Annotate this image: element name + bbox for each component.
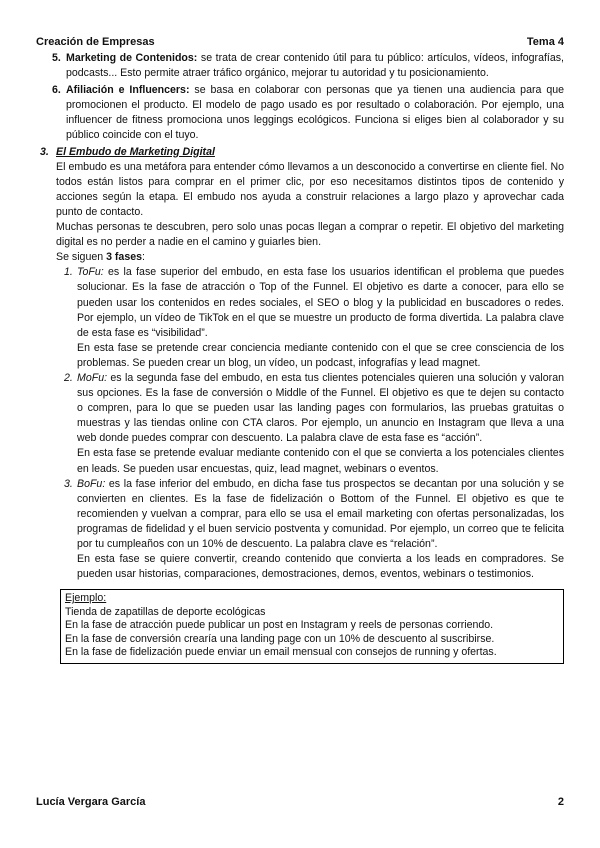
example-heading: Ejemplo: <box>65 592 107 605</box>
phase-number: 3. <box>64 477 73 490</box>
list-number: 6. <box>52 84 61 97</box>
phases-intro-text: Se siguen <box>56 251 107 264</box>
section-number: 3. <box>40 145 49 158</box>
phase-item-tofu <box>36 265 564 340</box>
topic-number: Tema 4 <box>526 36 564 48</box>
example-line: En la fase de atracción puede publicar un post en Instagram y reels de personas corriendo. <box>65 619 494 632</box>
phase-text: es la segunda fase del embudo, en esta tus clientes potenciales quieren una solución y valoran sus opciones. Es la fase de conversión o Middle of the Funnel. El objetivo es que te dejen su contacto o compren, para lo que se pueden usar las landing pages con formularios, las pruebas gratuitas o muestras y las tiendas online con CTA claros. Por ejemplo, un anuncio en Instagram que lleva a una web donde puedes comprar con descuento. La palabra clave de esta fase es “acción”. <box>77 371 564 445</box>
phase-text: es la fase inferior del embudo, en dicha fase tus prospectos se decantan por una solución y se convierten en clientes. Es la fase de fidelización o Bottom of the Funnel. El objetivo es que te recomienden y vuelvan a comprar, para ello se usa el email marketing con ofertas personalizadas, los programas de fidelidad y el buen servicio postventa y comunidad. Por ejemplo, un correo que te felicita por tu cumpleaños con un 10% de descuento. La palabra clave es “relación”. <box>77 477 564 550</box>
example-box <box>60 589 564 664</box>
list-item-content-marketing <box>36 51 564 81</box>
page-content <box>36 51 564 664</box>
example-line: En la fase de conversión crearía una landing page con un 10% de descuento al suscribirse. <box>65 632 495 645</box>
item-label: Marketing de Contenidos: <box>66 52 198 64</box>
phase-term: ToFu: <box>77 266 104 279</box>
example-line: Tienda de zapatillas de deporte ecológicas <box>65 605 266 618</box>
page-footer <box>36 796 564 808</box>
phase-term: BoFu: <box>77 477 106 490</box>
list-number: 5. <box>52 52 61 64</box>
item-text: se basa en colaborar con personas que ya tienen una audiencia para que promocionen el producto. El modelo de pago usado es por resultado o colaboración. Por ejemplo, una influencer de fitness promociona unos leggings ecológicos. Funciona si eliges bien al colaborador y su público coincide con el tuyo. <box>66 84 564 142</box>
phases-intro <box>36 250 564 265</box>
item-text: se trata de crear contenido útil para tu público: artículos, vídeos, infografías, podcasts... Esto permite atraer tráfico orgánico, mejorar tu autoridad y tu posicionamiento. <box>66 52 564 80</box>
phases-count: 3 fases <box>106 251 142 264</box>
item-label: Afiliación e Influencers: <box>66 84 190 97</box>
phase-item-bofu <box>36 477 564 552</box>
paragraph: Muchas personas te descubren, pero solo unas pocas llegan a comprar o repetir. El objetivo del marketing digital es no perder a nadie en el camino y guiarles bien. <box>56 221 564 249</box>
example-line: En la fase de fidelización puede enviar un email mensual con consejos de running y ofertas. <box>65 645 497 658</box>
phase-number: 1. <box>64 266 73 279</box>
page-number: 2 <box>557 796 564 808</box>
phases-intro-colon: : <box>142 251 145 264</box>
section-heading <box>36 145 564 160</box>
phase-text: es la fase superior del embudo, en esta fase los usuarios identifican el problema que puedes solucionar. Es la fase de atracción o Top of the Funnel. El objetivo es darte a conocer, para ello se pueden usar los contenidos en redes sociales, el SEO o blog y la publicidad en buscadores o redes. Por ejemplo, un vídeo de TikTok en el que se muestre un producto de forma divertida. La palabra clave de esta fase es “visibilidad”. <box>77 266 564 339</box>
paragraph: El embudo es una metáfora para entender cómo llevamos a un desconocido a convertirse en cliente fiel. No todos están listos para comprar en el primer clic, por eso necesitamos distintos tipos de contenido y acciones según la etapa. El embudo nos ayuda a construir relaciones a largo plazo y aprovechar cada punto de contacto. <box>56 160 564 218</box>
list-item-affiliation <box>36 83 564 143</box>
phase-extra: En esta fase se pretende crear conciencia mediante contenido con el que se cree consciencia de los problemas. Se pueden crear un blog, un vídeo, un podcast, infografías y lead magnet. <box>77 341 564 369</box>
section-title: El Embudo de Marketing Digital <box>56 145 215 158</box>
page-header <box>36 36 564 48</box>
phase-number: 2. <box>64 371 73 384</box>
phase-extra: En esta fase se quiere convertir, creando contenido que convierta a los leads en compradores. Se pueden usar historias, comparaciones, demostraciones, demos, eventos, webinars o testimonios. <box>77 553 564 581</box>
author-name: Lucía Vergara García <box>36 796 146 808</box>
phase-term: MoFu: <box>77 371 108 384</box>
course-title: Creación de Empresas <box>36 36 155 48</box>
phase-extra: En esta fase se pretende evaluar mediante contenido con el que se convierta a los potenciales clientes en leads. Se pueden usar encuestas, quiz, lead magnet, webinars o eventos. <box>77 447 564 475</box>
phase-item-mofu <box>36 371 564 446</box>
